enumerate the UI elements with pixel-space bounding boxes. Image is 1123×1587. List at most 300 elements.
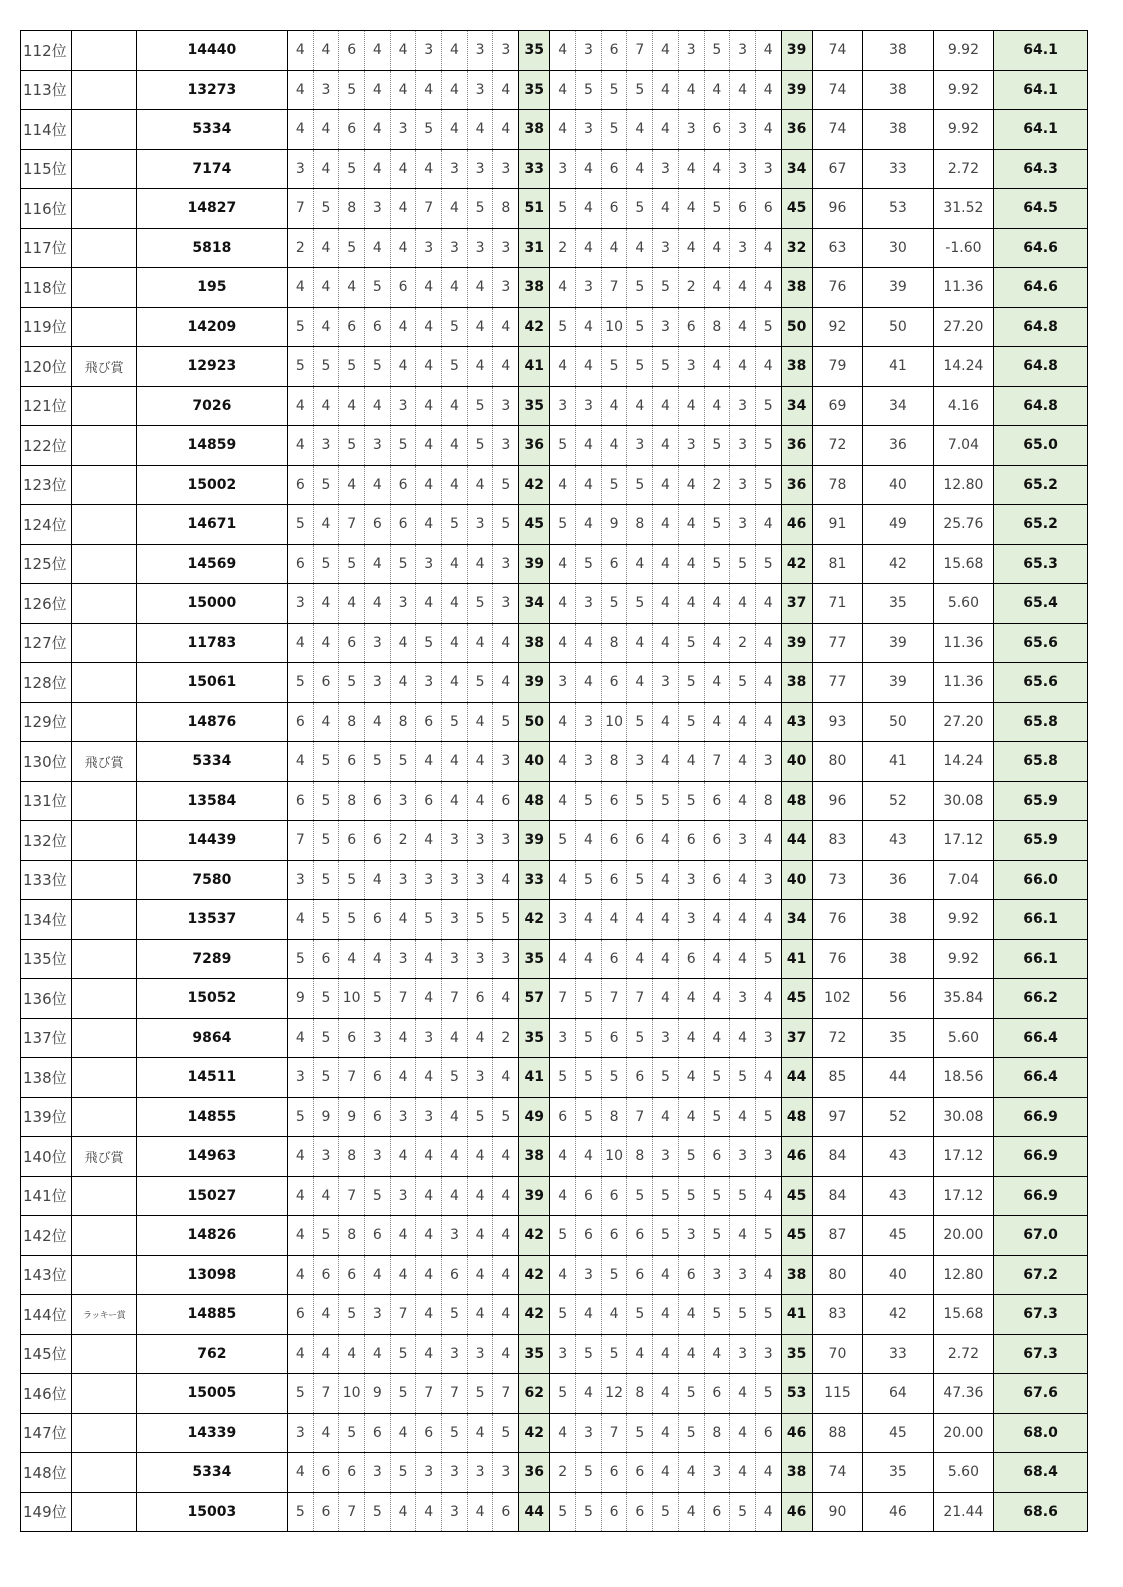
in-hole-score: 6 xyxy=(704,1492,730,1532)
out-hole-score: 3 xyxy=(493,544,519,584)
out-hole-score: 4 xyxy=(313,702,339,742)
handicap-cell: 33 xyxy=(863,149,934,189)
player-id-cell: 14511 xyxy=(136,1058,287,1098)
in-hole-score: 4 xyxy=(576,426,602,466)
in-total-cell: 41 xyxy=(781,939,812,979)
out-hole-score: 7 xyxy=(416,1374,442,1414)
out-total-cell: 44 xyxy=(519,1492,550,1532)
rank-cell: 138位 xyxy=(21,1058,72,1098)
out-hole-score: 8 xyxy=(339,189,365,229)
out-hole-score: 9 xyxy=(313,1097,339,1137)
out-hole-score: 4 xyxy=(390,1018,416,1058)
in-hole-score: 5 xyxy=(730,544,756,584)
out-total-cell: 49 xyxy=(519,1097,550,1137)
out-hole-score: 7 xyxy=(339,1058,365,1098)
out-hole-score: 3 xyxy=(493,386,519,426)
out-hole-score: 4 xyxy=(313,149,339,189)
out-hole-score: 6 xyxy=(390,268,416,308)
handicap-adjust-cell: 12.80 xyxy=(933,1255,993,1295)
rank-cell: 112位 xyxy=(21,31,72,71)
out-total-cell: 35 xyxy=(519,386,550,426)
in-hole-score: 4 xyxy=(678,1097,704,1137)
net-score-cell: 65.9 xyxy=(994,821,1088,861)
rank-cell: 115位 xyxy=(21,149,72,189)
award-cell xyxy=(72,228,136,268)
out-hole-score: 3 xyxy=(493,31,519,71)
out-hole-score: 5 xyxy=(287,347,313,387)
handicap-cell: 52 xyxy=(863,1097,934,1137)
out-hole-score: 4 xyxy=(416,1058,442,1098)
net-score-cell: 65.2 xyxy=(994,465,1088,505)
in-hole-score: 4 xyxy=(730,584,756,624)
out-hole-score: 4 xyxy=(313,623,339,663)
out-hole-score: 4 xyxy=(287,1176,313,1216)
out-hole-score: 2 xyxy=(493,1018,519,1058)
award-cell xyxy=(72,31,136,71)
handicap-cell: 38 xyxy=(863,70,934,110)
in-hole-score: 6 xyxy=(601,1216,627,1256)
out-hole-score: 3 xyxy=(313,1137,339,1177)
out-hole-score: 4 xyxy=(365,1334,391,1374)
in-hole-score: 3 xyxy=(730,979,756,1019)
out-hole-score: 5 xyxy=(390,544,416,584)
rank-cell: 121位 xyxy=(21,386,72,426)
gross-cell: 81 xyxy=(812,544,862,584)
gross-cell: 80 xyxy=(812,1255,862,1295)
handicap-adjust-cell: 9.92 xyxy=(933,939,993,979)
award-cell xyxy=(72,110,136,150)
out-total-cell: 41 xyxy=(519,347,550,387)
net-score-cell: 66.4 xyxy=(994,1058,1088,1098)
player-id-cell: 13537 xyxy=(136,900,287,940)
out-hole-score: 4 xyxy=(416,465,442,505)
in-hole-score: 5 xyxy=(627,70,653,110)
in-hole-score: 4 xyxy=(755,584,781,624)
out-hole-score: 4 xyxy=(339,584,365,624)
out-hole-score: 8 xyxy=(390,702,416,742)
net-score-cell: 66.1 xyxy=(994,900,1088,940)
out-hole-score: 6 xyxy=(287,1295,313,1335)
gross-cell: 76 xyxy=(812,268,862,308)
in-hole-score: 5 xyxy=(576,1018,602,1058)
out-hole-score: 3 xyxy=(442,1453,468,1493)
out-hole-score: 6 xyxy=(365,1097,391,1137)
in-hole-score: 5 xyxy=(678,623,704,663)
in-hole-score: 6 xyxy=(576,1176,602,1216)
in-hole-score: 2 xyxy=(704,465,730,505)
out-hole-score: 8 xyxy=(339,781,365,821)
handicap-cell: 35 xyxy=(863,1018,934,1058)
table-row xyxy=(21,900,1088,940)
out-hole-score: 3 xyxy=(365,663,391,703)
in-hole-score: 4 xyxy=(704,347,730,387)
gross-cell: 115 xyxy=(812,1374,862,1414)
rank-cell: 143位 xyxy=(21,1255,72,1295)
out-hole-score: 3 xyxy=(442,1334,468,1374)
in-hole-score: 4 xyxy=(755,1176,781,1216)
in-hole-score: 6 xyxy=(704,1374,730,1414)
handicap-cell: 39 xyxy=(863,623,934,663)
out-hole-score: 3 xyxy=(365,1018,391,1058)
in-hole-score: 4 xyxy=(704,702,730,742)
out-hole-score: 4 xyxy=(287,110,313,150)
handicap-cell: 43 xyxy=(863,821,934,861)
out-hole-score: 7 xyxy=(442,979,468,1019)
in-hole-score: 4 xyxy=(678,544,704,584)
out-hole-score: 4 xyxy=(390,663,416,703)
out-hole-score: 3 xyxy=(467,1453,493,1493)
in-hole-score: 8 xyxy=(704,1413,730,1453)
out-hole-score: 6 xyxy=(365,307,391,347)
in-hole-score: 4 xyxy=(653,1334,679,1374)
award-cell xyxy=(72,465,136,505)
in-hole-score: 3 xyxy=(730,465,756,505)
out-hole-score: 7 xyxy=(339,505,365,545)
in-hole-score: 4 xyxy=(730,1018,756,1058)
out-hole-score: 6 xyxy=(287,544,313,584)
rank-cell: 141位 xyxy=(21,1176,72,1216)
in-total-cell: 32 xyxy=(781,228,812,268)
in-hole-score: 4 xyxy=(678,1058,704,1098)
in-hole-score: 4 xyxy=(730,307,756,347)
out-hole-score: 5 xyxy=(442,505,468,545)
in-hole-score: 4 xyxy=(730,347,756,387)
out-total-cell: 42 xyxy=(519,1413,550,1453)
net-score-cell: 65.2 xyxy=(994,505,1088,545)
table-row xyxy=(21,31,1088,71)
in-hole-score: 4 xyxy=(678,505,704,545)
award-cell xyxy=(72,544,136,584)
out-hole-score: 4 xyxy=(390,228,416,268)
out-hole-score: 5 xyxy=(365,268,391,308)
award-cell xyxy=(72,821,136,861)
in-hole-score: 4 xyxy=(704,268,730,308)
in-hole-score: 6 xyxy=(601,860,627,900)
in-hole-score: 4 xyxy=(755,663,781,703)
in-hole-score: 3 xyxy=(730,31,756,71)
out-hole-score: 6 xyxy=(339,1018,365,1058)
out-hole-score: 4 xyxy=(365,1255,391,1295)
in-hole-score: 5 xyxy=(755,1374,781,1414)
in-hole-score: 4 xyxy=(627,900,653,940)
out-hole-score: 3 xyxy=(442,149,468,189)
in-total-cell: 45 xyxy=(781,1216,812,1256)
in-hole-score: 3 xyxy=(576,1413,602,1453)
in-hole-score: 4 xyxy=(678,1492,704,1532)
handicap-adjust-cell: -1.60 xyxy=(933,228,993,268)
handicap-cell: 41 xyxy=(863,742,934,782)
in-hole-score: 4 xyxy=(576,149,602,189)
table-row xyxy=(21,465,1088,505)
in-hole-score: 4 xyxy=(653,544,679,584)
out-hole-score: 4 xyxy=(493,623,519,663)
in-hole-score: 5 xyxy=(576,781,602,821)
out-hole-score: 4 xyxy=(339,386,365,426)
handicap-cell: 40 xyxy=(863,465,934,505)
out-hole-score: 3 xyxy=(442,821,468,861)
in-hole-score: 4 xyxy=(576,623,602,663)
table-row xyxy=(21,1255,1088,1295)
out-hole-score: 3 xyxy=(467,149,493,189)
in-hole-score: 4 xyxy=(550,70,576,110)
in-hole-score: 5 xyxy=(627,1413,653,1453)
gross-cell: 90 xyxy=(812,1492,862,1532)
in-hole-score: 4 xyxy=(730,939,756,979)
in-hole-score: 6 xyxy=(627,1453,653,1493)
in-total-cell: 53 xyxy=(781,1374,812,1414)
in-total-cell: 39 xyxy=(781,31,812,71)
handicap-cell: 36 xyxy=(863,426,934,466)
gross-cell: 85 xyxy=(812,1058,862,1098)
table-row xyxy=(21,70,1088,110)
in-hole-score: 4 xyxy=(730,900,756,940)
out-hole-score: 3 xyxy=(313,426,339,466)
out-hole-score: 4 xyxy=(339,939,365,979)
out-hole-score: 4 xyxy=(416,1216,442,1256)
in-hole-score: 5 xyxy=(550,505,576,545)
in-hole-score: 5 xyxy=(576,544,602,584)
in-hole-score: 5 xyxy=(601,347,627,387)
in-hole-score: 3 xyxy=(576,742,602,782)
in-hole-score: 5 xyxy=(678,663,704,703)
in-hole-score: 3 xyxy=(678,1216,704,1256)
in-total-cell: 38 xyxy=(781,663,812,703)
out-hole-score: 8 xyxy=(339,1216,365,1256)
in-hole-score: 5 xyxy=(627,189,653,229)
out-hole-score: 5 xyxy=(339,70,365,110)
in-hole-score: 5 xyxy=(678,1176,704,1216)
out-hole-score: 4 xyxy=(287,1216,313,1256)
out-hole-score: 4 xyxy=(287,426,313,466)
out-hole-score: 6 xyxy=(416,781,442,821)
out-hole-score: 8 xyxy=(493,189,519,229)
in-hole-score: 6 xyxy=(601,821,627,861)
handicap-adjust-cell: 47.36 xyxy=(933,1374,993,1414)
in-hole-score: 5 xyxy=(653,1058,679,1098)
out-hole-score: 4 xyxy=(442,584,468,624)
out-hole-score: 6 xyxy=(442,1255,468,1295)
in-hole-score: 4 xyxy=(576,505,602,545)
out-total-cell: 39 xyxy=(519,544,550,584)
out-hole-score: 5 xyxy=(339,544,365,584)
handicap-cell: 39 xyxy=(863,268,934,308)
out-hole-score: 5 xyxy=(287,1492,313,1532)
handicap-adjust-cell: 17.12 xyxy=(933,821,993,861)
in-hole-score: 6 xyxy=(627,1216,653,1256)
in-hole-score: 5 xyxy=(576,860,602,900)
handicap-adjust-cell: 20.00 xyxy=(933,1216,993,1256)
in-hole-score: 4 xyxy=(730,781,756,821)
handicap-adjust-cell: 11.36 xyxy=(933,268,993,308)
in-hole-score: 4 xyxy=(576,900,602,940)
out-total-cell: 35 xyxy=(519,1018,550,1058)
in-hole-score: 6 xyxy=(627,821,653,861)
in-hole-score: 4 xyxy=(576,465,602,505)
in-total-cell: 40 xyxy=(781,860,812,900)
in-hole-score: 2 xyxy=(550,228,576,268)
in-hole-score: 4 xyxy=(755,900,781,940)
in-hole-score: 5 xyxy=(704,1295,730,1335)
in-hole-score: 3 xyxy=(550,1018,576,1058)
award-cell xyxy=(72,307,136,347)
out-hole-score: 7 xyxy=(313,1374,339,1414)
out-hole-score: 4 xyxy=(493,70,519,110)
out-hole-score: 6 xyxy=(390,465,416,505)
award-cell xyxy=(72,860,136,900)
in-hole-score: 3 xyxy=(704,1453,730,1493)
award-cell xyxy=(72,268,136,308)
in-hole-score: 4 xyxy=(653,31,679,71)
out-hole-score: 4 xyxy=(442,465,468,505)
gross-cell: 96 xyxy=(812,189,862,229)
in-total-cell: 42 xyxy=(781,544,812,584)
in-hole-score: 5 xyxy=(730,1295,756,1335)
gross-cell: 92 xyxy=(812,307,862,347)
in-hole-score: 6 xyxy=(601,781,627,821)
out-hole-score: 3 xyxy=(493,1453,519,1493)
in-hole-score: 4 xyxy=(730,1216,756,1256)
award-cell xyxy=(72,781,136,821)
gross-cell: 63 xyxy=(812,228,862,268)
in-hole-score: 6 xyxy=(678,307,704,347)
out-hole-score: 6 xyxy=(339,1453,365,1493)
out-hole-score: 4 xyxy=(467,702,493,742)
out-total-cell: 51 xyxy=(519,189,550,229)
in-total-cell: 50 xyxy=(781,307,812,347)
out-hole-score: 6 xyxy=(365,781,391,821)
out-hole-score: 4 xyxy=(313,505,339,545)
net-score-cell: 66.0 xyxy=(994,860,1088,900)
table-row xyxy=(21,1097,1088,1137)
out-hole-score: 5 xyxy=(493,1097,519,1137)
award-cell xyxy=(72,900,136,940)
player-id-cell: 15061 xyxy=(136,663,287,703)
out-hole-score: 5 xyxy=(339,149,365,189)
table-row xyxy=(21,939,1088,979)
in-hole-score: 3 xyxy=(678,110,704,150)
out-hole-score: 4 xyxy=(416,1295,442,1335)
net-score-cell: 66.9 xyxy=(994,1097,1088,1137)
in-total-cell: 45 xyxy=(781,979,812,1019)
handicap-adjust-cell: 14.24 xyxy=(933,347,993,387)
in-hole-score: 5 xyxy=(576,70,602,110)
handicap-adjust-cell: 5.60 xyxy=(933,1453,993,1493)
in-hole-score: 4 xyxy=(678,1295,704,1335)
handicap-adjust-cell: 9.92 xyxy=(933,110,993,150)
in-hole-score: 4 xyxy=(550,702,576,742)
out-hole-score: 6 xyxy=(313,1255,339,1295)
out-hole-score: 4 xyxy=(313,1295,339,1335)
in-hole-score: 3 xyxy=(627,742,653,782)
player-id-cell: 5818 xyxy=(136,228,287,268)
in-hole-score: 4 xyxy=(678,584,704,624)
out-hole-score: 4 xyxy=(416,70,442,110)
gross-cell: 80 xyxy=(812,742,862,782)
gross-cell: 72 xyxy=(812,1018,862,1058)
in-hole-score: 5 xyxy=(627,347,653,387)
out-hole-score: 4 xyxy=(313,1334,339,1374)
in-total-cell: 41 xyxy=(781,1295,812,1335)
out-hole-score: 5 xyxy=(467,189,493,229)
out-hole-score: 4 xyxy=(365,860,391,900)
in-hole-score: 5 xyxy=(730,1058,756,1098)
gross-cell: 87 xyxy=(812,1216,862,1256)
in-total-cell: 48 xyxy=(781,1097,812,1137)
out-hole-score: 3 xyxy=(416,860,442,900)
handicap-adjust-cell: 20.00 xyxy=(933,1413,993,1453)
out-hole-score: 4 xyxy=(416,426,442,466)
out-hole-score: 4 xyxy=(287,31,313,71)
net-score-cell: 64.5 xyxy=(994,189,1088,229)
handicap-cell: 45 xyxy=(863,1216,934,1256)
out-hole-score: 4 xyxy=(467,1137,493,1177)
out-hole-score: 4 xyxy=(390,149,416,189)
in-hole-score: 8 xyxy=(601,742,627,782)
player-id-cell: 14963 xyxy=(136,1137,287,1177)
in-hole-score: 6 xyxy=(601,31,627,71)
in-hole-score: 4 xyxy=(755,505,781,545)
out-total-cell: 38 xyxy=(519,623,550,663)
out-hole-score: 4 xyxy=(390,31,416,71)
handicap-cell: 35 xyxy=(863,1453,934,1493)
out-hole-score: 4 xyxy=(287,900,313,940)
in-hole-score: 3 xyxy=(730,1334,756,1374)
in-hole-score: 4 xyxy=(678,1334,704,1374)
in-hole-score: 4 xyxy=(550,347,576,387)
out-hole-score: 3 xyxy=(442,1492,468,1532)
in-hole-score: 12 xyxy=(601,1374,627,1414)
in-hole-score: 4 xyxy=(653,1295,679,1335)
out-hole-score: 4 xyxy=(442,70,468,110)
award-cell xyxy=(72,1058,136,1098)
out-hole-score: 7 xyxy=(493,1374,519,1414)
out-hole-score: 5 xyxy=(313,781,339,821)
handicap-cell: 38 xyxy=(863,900,934,940)
out-hole-score: 4 xyxy=(416,149,442,189)
in-hole-score: 4 xyxy=(755,821,781,861)
handicap-cell: 50 xyxy=(863,702,934,742)
out-total-cell: 62 xyxy=(519,1374,550,1414)
in-hole-score: 5 xyxy=(576,1097,602,1137)
out-hole-score: 6 xyxy=(313,663,339,703)
table-row xyxy=(21,1492,1088,1532)
in-hole-score: 8 xyxy=(601,623,627,663)
handicap-adjust-cell: 9.92 xyxy=(933,31,993,71)
net-score-cell: 65.6 xyxy=(994,623,1088,663)
handicap-adjust-cell: 12.80 xyxy=(933,465,993,505)
out-hole-score: 3 xyxy=(365,426,391,466)
in-hole-score: 5 xyxy=(550,821,576,861)
out-hole-score: 4 xyxy=(467,465,493,505)
table-row xyxy=(21,742,1088,782)
in-hole-score: 4 xyxy=(678,149,704,189)
net-score-cell: 67.2 xyxy=(994,1255,1088,1295)
rank-cell: 125位 xyxy=(21,544,72,584)
in-hole-score: 3 xyxy=(730,110,756,150)
table-row xyxy=(21,821,1088,861)
player-id-cell: 14827 xyxy=(136,189,287,229)
in-hole-score: 5 xyxy=(627,1295,653,1335)
in-hole-score: 4 xyxy=(730,860,756,900)
in-hole-score: 3 xyxy=(678,31,704,71)
player-id-cell: 762 xyxy=(136,1334,287,1374)
out-hole-score: 4 xyxy=(416,742,442,782)
in-hole-score: 5 xyxy=(678,1413,704,1453)
rank-cell: 116位 xyxy=(21,189,72,229)
in-hole-score: 5 xyxy=(755,426,781,466)
table-row xyxy=(21,702,1088,742)
handicap-cell: 39 xyxy=(863,663,934,703)
